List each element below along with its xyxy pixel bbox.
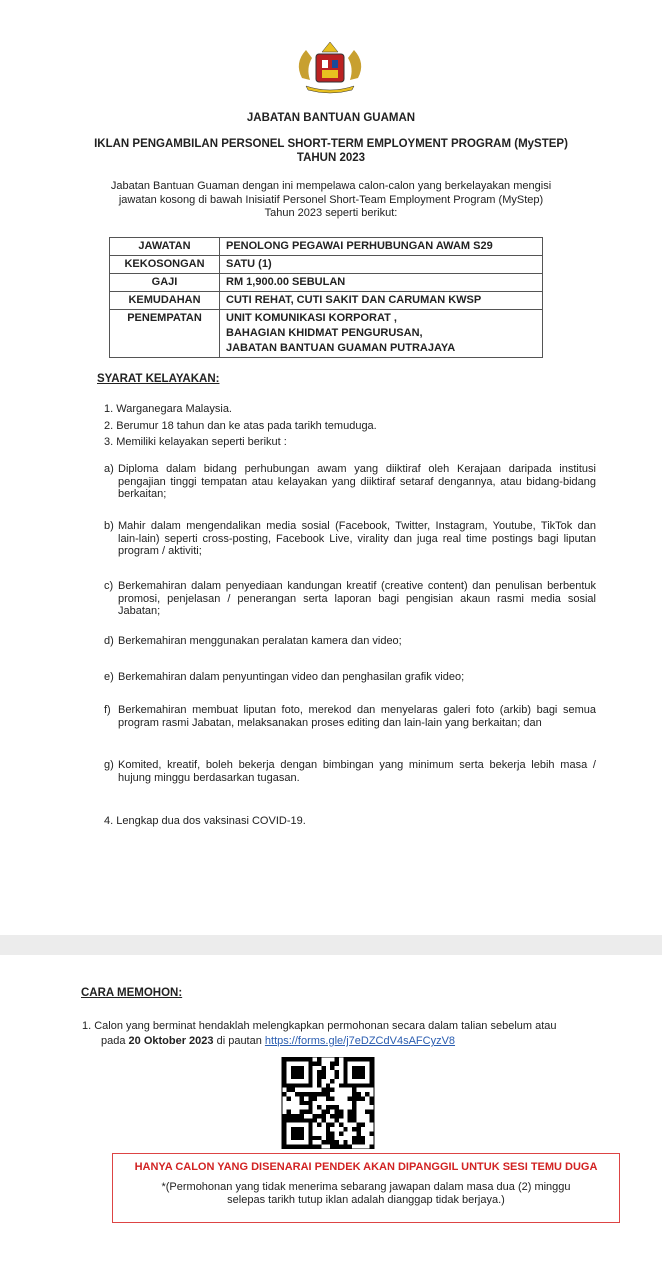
item-text: Berkemahiran dalam penyediaan kandungan kreatif (creative content) dan penulisan berbentuk promosi, penjelasan / penerangan serta laporan bagi pengisian akaun rasmi media sosial Jabatan;: [118, 580, 596, 617]
row-value: [220, 256, 543, 274]
text: di pautan: [213, 1035, 265, 1047]
item-text: Mahir dalam mengendalikan media sosial (Facebook, Twitter, Instagram, Youtube, TikTok dan lain-lain) seperti cross-posting, Facebook Live, virality dan juga real time postings bagi liputan program / aktiviti;: [118, 520, 596, 557]
intro-line: Tahun 2023 seperti berikut:: [264, 207, 398, 219]
syarat-heading: SYARAT KELAYAKAN:: [97, 373, 220, 385]
cara-heading: CARA MEMOHON:: [81, 987, 183, 999]
notice-text: [113, 1181, 619, 1207]
qualification-item: [104, 580, 596, 618]
application-form-link[interactable]: https://forms.gle/j7eDZCdV4sAFCyzV8: [264, 1035, 456, 1047]
intro-line: jawatan kosong di bawah Inisiatif Personel Short-Team Employment Program (MyStep): [118, 193, 544, 206]
item-text: Berkemahiran menggunakan peralatan kamera dan video;: [118, 635, 402, 647]
item-marker: g): [104, 759, 114, 771]
item-marker: a): [104, 463, 114, 475]
item-text: Komited, kreatif, boleh bekerja dengan bimbingan yang minimum serta bekerja lebih masa / hujung minggu berdasarkan tugasan.: [118, 759, 596, 784]
row-value: [220, 310, 543, 358]
requirement-3: 3. Memiliki kelayakan seperti berikut :: [104, 436, 287, 448]
table-row: [110, 274, 543, 292]
row-value: [220, 238, 543, 256]
item-text: Berkemahiran membuat liputan foto, merekod dan menyelaras galeri foto (arkib) bagi semua program rasmi Jabatan, melaksanakan proses editing dan lain-lain yang berkaitan; dan: [118, 704, 596, 729]
row-label: PENEMPATAN: [110, 310, 220, 358]
value-line: RM 1,900.00 SEBULAN: [226, 276, 346, 288]
text: pada: [101, 1035, 129, 1047]
value-line: JABATAN BANTUAN GUAMAN PUTRAJAYA: [226, 342, 456, 354]
value-line: CUTI REHAT, CUTI SAKIT DAN CARUMAN KWSP: [226, 294, 482, 306]
row-label: KEKOSONGAN: [110, 256, 220, 274]
item-text: Berkemahiran dalam penyuntingan video dan penghasilan grafik video;: [118, 671, 465, 683]
row-value: [220, 274, 543, 292]
apply-line-2: [101, 1035, 455, 1048]
row-label: GAJI: [110, 274, 220, 292]
coat-of-arms-logo: [292, 38, 368, 96]
notice-box: [112, 1153, 620, 1223]
value-line: UNIT KOMUNIKASI KORPORAT ,: [226, 312, 397, 324]
qualification-item: [104, 463, 596, 501]
qualification-item: [104, 671, 596, 684]
table-row: [110, 310, 543, 358]
item-marker: e): [104, 671, 114, 683]
notice-headline: HANYA CALON YANG DISENARAI PENDEK AKAN DIPANGGIL UNTUK SESI TEMU DUGA: [134, 1161, 598, 1173]
qualification-item: [104, 520, 596, 558]
intro-line: Jabatan Bantuan Guaman dengan ini mempelawa calon-calon yang berkelayakan mengisi: [110, 180, 552, 192]
requirement-2: 2. Berumur 18 tahun dan ke atas pada tarikh temuduga.: [104, 420, 377, 432]
qr-code: [280, 1057, 376, 1149]
row-value: [220, 292, 543, 310]
qualification-item: [104, 759, 596, 784]
table-row: [110, 256, 543, 274]
deadline-date: 20 Oktober 2023: [128, 1035, 214, 1047]
row-label: KEMUDAHAN: [110, 292, 220, 310]
item-marker: d): [104, 635, 114, 647]
value-line: SATU (1): [226, 258, 272, 270]
item-text: Diploma dalam bidang perhubungan awam yang diiktiraf oleh Kerajaan daripada institusi pengajian tinggi tempatan atau kelayakan yang diiktiraf setaraf dengannya, atau bidang-bidang berkaitan;: [118, 463, 596, 500]
requirement-1: 1. Warganegara Malaysia.: [104, 403, 232, 415]
job-details-table: [109, 237, 543, 358]
title-line-2: TAHUN 2023: [296, 152, 366, 164]
value-line: PENOLONG PEGAWAI PERHUBUNGAN AWAM S29: [226, 240, 493, 252]
notice-line: selepas tarikh tutup iklan adalah dianggap tidak berjaya.): [227, 1194, 505, 1206]
item-marker: b): [104, 520, 114, 532]
intro-paragraph: [0, 180, 662, 221]
page-break: [0, 935, 662, 955]
table-row: [110, 292, 543, 310]
qualification-item: [104, 635, 596, 648]
value-line: BAHAGIAN KHIDMAT PENGURUSAN,: [226, 327, 423, 339]
apply-line-1: 1. Calon yang berminat hendaklah melengkapkan permohonan secara dalam talian sebelum atau: [82, 1020, 557, 1032]
table-row: [110, 238, 543, 256]
row-label: JAWATAN: [110, 238, 220, 256]
agency-name: JABATAN BANTUAN GUAMAN: [246, 112, 416, 124]
qualification-item: [104, 704, 596, 729]
title-line-1: IKLAN PENGAMBILAN PERSONEL SHORT-TERM EMPLOYMENT PROGRAM (MySTEP): [94, 138, 568, 150]
item-marker: f): [104, 704, 111, 716]
item-marker: c): [104, 580, 114, 592]
requirement-4: 4. Lengkap dua dos vaksinasi COVID-19.: [104, 815, 306, 827]
notice-line: *(Permohonan yang tidak menerima sebarang jawapan dalam masa dua (2) minggu: [161, 1181, 571, 1193]
